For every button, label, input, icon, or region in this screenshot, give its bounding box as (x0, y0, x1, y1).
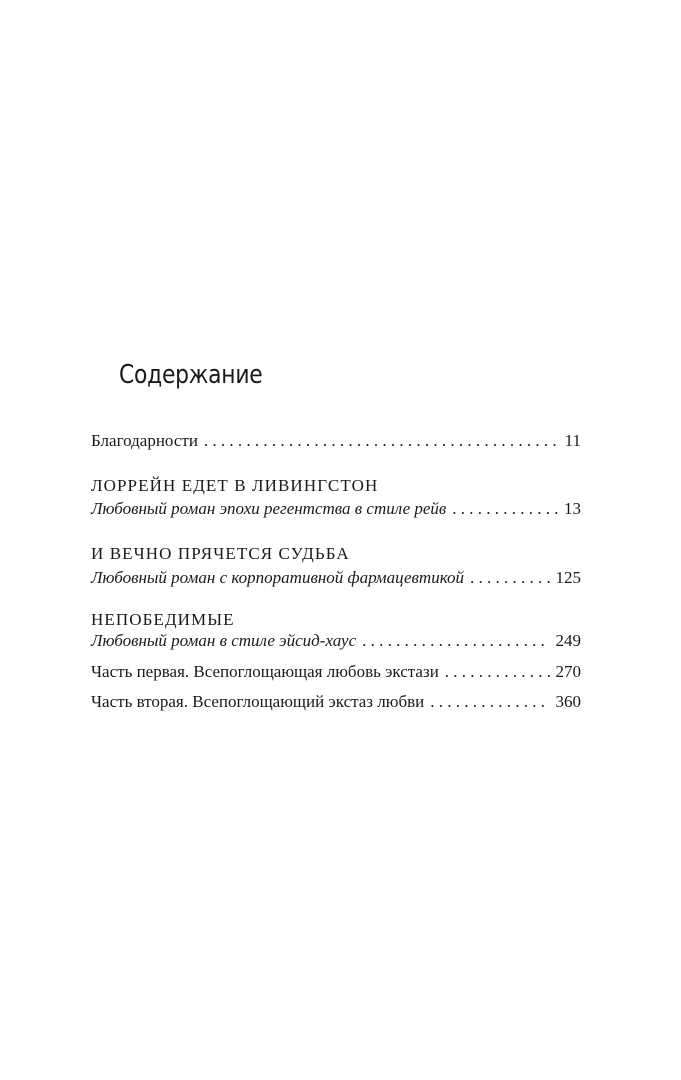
dot-leader (452, 498, 558, 520)
toc-heading: Содержание (119, 360, 263, 390)
toc-entry-section-3[interactable] (91, 630, 581, 652)
dot-leader (430, 691, 549, 713)
section-title: НЕПОБЕДИМЫЕ (91, 610, 235, 629)
toc-entry-label: Часть первая. Всепоглощающая любовь экстази (91, 662, 439, 681)
toc-entry-page: 13 (564, 499, 581, 518)
dot-leader (362, 630, 549, 652)
section-title: ЛОРРЕЙН ЕДЕТ В ЛИВИНГСТОН (91, 476, 379, 495)
dot-leader (470, 567, 549, 589)
toc-entry-page: 125 (555, 568, 581, 587)
toc-entry-page: 249 (555, 631, 581, 650)
section-title: И ВЕЧНО ПРЯЧЕТСЯ СУДЬБА (91, 544, 350, 563)
toc-entry-part-2[interactable] (91, 691, 581, 713)
toc-entry-subtitle: Любовный роман эпохи регентства в стиле рейв (91, 499, 447, 518)
dot-leader (204, 430, 559, 452)
toc-entry-section-1[interactable] (91, 498, 581, 520)
toc-entry-subtitle: Любовный роман с корпоративной фармацевтикой (91, 568, 465, 587)
toc-entry-section-2[interactable] (91, 567, 581, 589)
dot-leader (445, 661, 550, 683)
toc-entry-label: Часть вторая. Всепоглощающий экстаз любви (91, 692, 425, 711)
toc-entry-subtitle: Любовный роман в стиле эйсид-хаус (91, 631, 357, 650)
toc-entry-page: 360 (555, 692, 581, 711)
toc-entry-page: 11 (564, 431, 581, 450)
toc-entry-label: Благодарности (91, 431, 198, 450)
toc-entry-page: 270 (555, 662, 581, 681)
toc-entry-part-1[interactable] (91, 661, 581, 683)
toc-entry-acknowledgements[interactable] (91, 430, 581, 452)
